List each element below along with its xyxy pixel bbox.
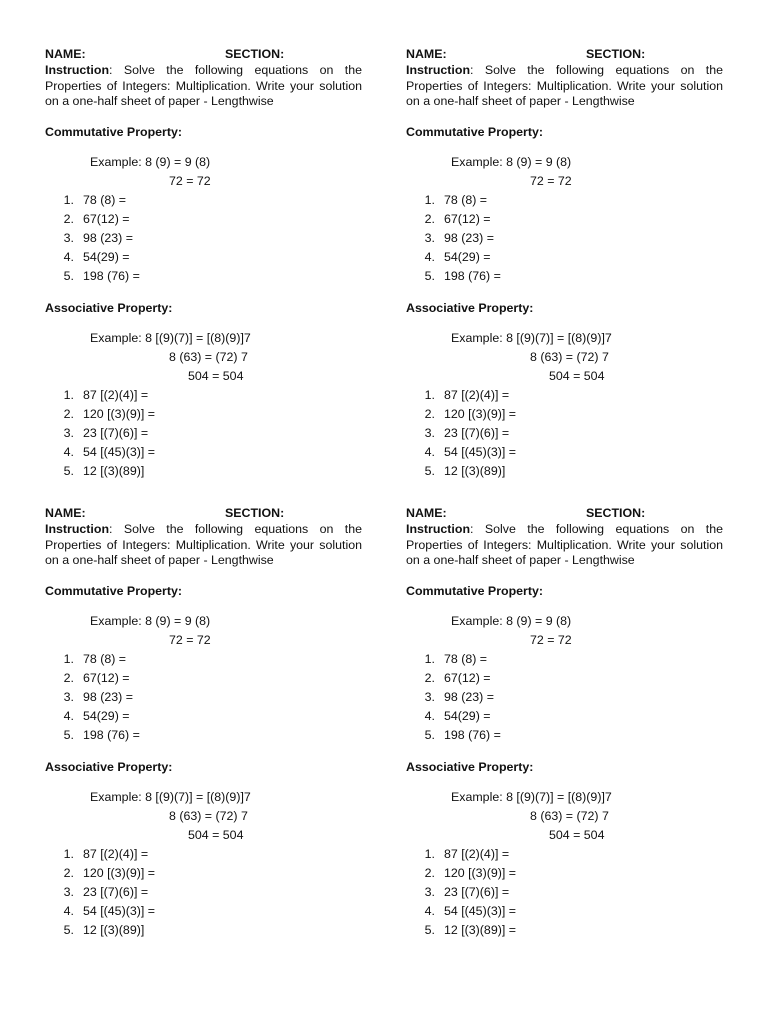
list-item <box>406 210 723 229</box>
worksheet-header <box>45 506 362 522</box>
instruction-label: Instruction <box>406 63 471 77</box>
list-item <box>45 229 362 248</box>
item-expression: 120 [(3)(9)] = <box>444 865 516 880</box>
list-item <box>45 443 362 462</box>
commutative-example-1: Example: 8 (9) = 9 (8) <box>451 613 572 628</box>
item-expression: 87 [(2)(4)] = <box>83 846 149 861</box>
list-item <box>406 405 723 424</box>
item-expression: 198 (76) = <box>444 727 501 742</box>
name-label: NAME: <box>406 506 447 520</box>
item-expression: 198 (76) = <box>83 268 140 283</box>
item-number: 3. <box>424 425 435 440</box>
item-number: 3. <box>63 230 74 245</box>
item-number: 1. <box>63 651 74 666</box>
list-item <box>45 902 362 921</box>
item-expression: 54(29) = <box>444 708 491 723</box>
list-item <box>45 883 362 902</box>
list-item <box>45 688 362 707</box>
item-number: 5. <box>63 922 74 937</box>
associative-items <box>406 845 723 940</box>
item-number: 2. <box>63 406 74 421</box>
list-item <box>45 424 362 443</box>
item-number: 5. <box>63 463 74 478</box>
item-expression: 12 [(3)(89)] <box>83 463 145 478</box>
associative-example-2: 8 (63) = (72) 7 <box>169 349 248 364</box>
associative-items <box>406 386 723 481</box>
commutative-title: Commutative Property: <box>45 583 183 598</box>
commutative-example-2: 72 = 72 <box>530 173 572 188</box>
item-expression: 98 (23) = <box>83 230 133 245</box>
associative-example-1: Example: 8 [(9)(7)] = [(8)(9)]7 <box>451 789 612 804</box>
item-expression: 67(12) = <box>83 211 130 226</box>
item-expression: 78 (8) = <box>83 651 127 666</box>
list-item <box>406 845 723 864</box>
item-expression: 23 [(7)(6)] = <box>444 884 510 899</box>
item-expression: 54 [(45)(3)] = <box>83 903 155 918</box>
worksheet-bottom-right <box>406 506 723 940</box>
list-item <box>45 248 362 267</box>
associative-items <box>45 845 362 940</box>
item-expression: 120 [(3)(9)] = <box>444 406 516 421</box>
worksheet-bottom-left <box>45 506 362 940</box>
item-expression: 98 (23) = <box>83 689 133 704</box>
associative-items <box>45 386 362 481</box>
item-number: 4. <box>424 249 435 264</box>
associative-example-3: 504 = 504 <box>188 827 244 842</box>
item-number: 1. <box>63 846 74 861</box>
item-number: 1. <box>424 192 435 207</box>
associative-example-1: Example: 8 [(9)(7)] = [(8)(9)]7 <box>90 330 251 345</box>
item-number: 4. <box>63 903 74 918</box>
item-expression: 98 (23) = <box>444 230 494 245</box>
list-item <box>406 462 723 481</box>
item-number: 5. <box>424 922 435 937</box>
item-number: 1. <box>424 846 435 861</box>
item-number: 1. <box>424 651 435 666</box>
commutative-items <box>406 191 723 286</box>
associative-example-2: 8 (63) = (72) 7 <box>169 808 248 823</box>
commutative-title: Commutative Property: <box>406 583 544 598</box>
item-number: 4. <box>63 249 74 264</box>
item-number: 3. <box>63 884 74 899</box>
item-number: 1. <box>424 387 435 402</box>
item-expression: 54 [(45)(3)] = <box>83 444 155 459</box>
associative-example-1: Example: 8 [(9)(7)] = [(8)(9)]7 <box>90 789 251 804</box>
worksheet-header <box>406 47 723 63</box>
item-expression: 87 [(2)(4)] = <box>83 387 149 402</box>
item-expression: 67(12) = <box>83 670 130 685</box>
associative-title: Associative Property: <box>406 759 534 774</box>
list-item <box>406 248 723 267</box>
list-item <box>45 726 362 745</box>
item-number: 4. <box>424 708 435 723</box>
list-item <box>45 210 362 229</box>
list-item <box>45 707 362 726</box>
item-expression: 78 (8) = <box>444 651 488 666</box>
list-item <box>45 462 362 481</box>
list-item <box>45 845 362 864</box>
item-number: 1. <box>63 192 74 207</box>
item-number: 5. <box>424 727 435 742</box>
item-expression: 12 [(3)(89)] = <box>444 922 516 937</box>
item-number: 2. <box>63 211 74 226</box>
instruction-label: Instruction <box>45 63 110 77</box>
item-number: 4. <box>424 444 435 459</box>
item-expression: 54 [(45)(3)] = <box>444 903 516 918</box>
associative-example-2: 8 (63) = (72) 7 <box>530 808 609 823</box>
list-item <box>45 386 362 405</box>
list-item <box>406 864 723 883</box>
name-label: NAME: <box>45 506 86 520</box>
instruction-body: : Solve the following equations on the Properties of Integers: Multiplication. Write your solution on a one-half sheet of paper - Lengthwise <box>45 522 362 568</box>
item-number: 2. <box>424 211 435 226</box>
item-number: 1. <box>63 387 74 402</box>
list-item <box>406 726 723 745</box>
item-expression: 12 [(3)(89)] <box>444 463 506 478</box>
item-expression: 87 [(2)(4)] = <box>444 846 510 861</box>
list-item <box>406 443 723 462</box>
commutative-items <box>45 650 362 745</box>
list-item <box>406 267 723 286</box>
item-expression: 98 (23) = <box>444 689 494 704</box>
associative-title: Associative Property: <box>406 300 534 315</box>
item-expression: 54(29) = <box>83 249 130 264</box>
item-expression: 67(12) = <box>444 670 491 685</box>
list-item <box>45 669 362 688</box>
associative-example-3: 504 = 504 <box>188 368 244 383</box>
list-item <box>45 267 362 286</box>
item-expression: 87 [(2)(4)] = <box>444 387 510 402</box>
item-number: 4. <box>63 708 74 723</box>
list-item <box>406 688 723 707</box>
item-expression: 54(29) = <box>444 249 491 264</box>
item-expression: 23 [(7)(6)] = <box>83 425 149 440</box>
commutative-title: Commutative Property: <box>406 124 544 139</box>
item-number: 3. <box>424 884 435 899</box>
commutative-example-1: Example: 8 (9) = 9 (8) <box>90 154 211 169</box>
section-label: SECTION: <box>225 47 285 61</box>
list-item <box>406 229 723 248</box>
item-number: 2. <box>424 406 435 421</box>
list-item <box>406 191 723 210</box>
item-expression: 23 [(7)(6)] = <box>83 884 149 899</box>
section-label: SECTION: <box>586 506 646 520</box>
item-number: 3. <box>63 689 74 704</box>
commutative-title: Commutative Property: <box>45 124 183 139</box>
list-item <box>406 883 723 902</box>
list-item <box>45 921 362 940</box>
item-expression: 198 (76) = <box>444 268 501 283</box>
section-label: SECTION: <box>225 506 285 520</box>
associative-example-3: 504 = 504 <box>549 827 605 842</box>
item-number: 3. <box>63 425 74 440</box>
item-number: 2. <box>63 670 74 685</box>
name-label: NAME: <box>406 47 447 61</box>
item-number: 5. <box>63 268 74 283</box>
item-number: 2. <box>424 670 435 685</box>
instruction-body: : Solve the following equations on the Properties of Integers: Multiplication. Write your solution on a one-half sheet of paper - Lengthwise <box>406 522 723 568</box>
worksheet-top-right <box>406 47 723 481</box>
instruction-text <box>45 63 362 110</box>
item-expression: 198 (76) = <box>83 727 140 742</box>
associative-example-3: 504 = 504 <box>549 368 605 383</box>
item-expression: 54 [(45)(3)] = <box>444 444 516 459</box>
instruction-label: Instruction <box>406 522 471 536</box>
commutative-example-2: 72 = 72 <box>169 632 211 647</box>
item-number: 5. <box>424 463 435 478</box>
list-item <box>406 650 723 669</box>
list-item <box>45 864 362 883</box>
item-number: 5. <box>424 268 435 283</box>
item-expression: 67(12) = <box>444 211 491 226</box>
list-item <box>406 424 723 443</box>
associative-example-2: 8 (63) = (72) 7 <box>530 349 609 364</box>
worksheet-top-left <box>45 47 362 481</box>
list-item <box>45 650 362 669</box>
instruction-body: : Solve the following equations on the Properties of Integers: Multiplication. Write your solution on a one-half sheet of paper - Lengthwise <box>406 63 723 109</box>
associative-example-1: Example: 8 [(9)(7)] = [(8)(9)]7 <box>451 330 612 345</box>
item-number: 2. <box>63 865 74 880</box>
list-item <box>45 405 362 424</box>
instruction-text <box>406 63 723 110</box>
item-expression: 23 [(7)(6)] = <box>444 425 510 440</box>
instruction-label: Instruction <box>45 522 110 536</box>
worksheet-header <box>406 506 723 522</box>
list-item <box>406 902 723 921</box>
item-number: 4. <box>63 444 74 459</box>
item-expression: 120 [(3)(9)] = <box>83 865 155 880</box>
commutative-items <box>45 191 362 286</box>
section-label: SECTION: <box>586 47 646 61</box>
item-expression: 120 [(3)(9)] = <box>83 406 155 421</box>
item-number: 2. <box>424 865 435 880</box>
instruction-body: : Solve the following equations on the Properties of Integers: Multiplication. Write your solution on a one-half sheet of paper - Lengthwise <box>45 63 362 109</box>
item-expression: 78 (8) = <box>444 192 488 207</box>
commutative-items <box>406 650 723 745</box>
list-item <box>406 386 723 405</box>
item-number: 5. <box>63 727 74 742</box>
associative-title: Associative Property: <box>45 300 173 315</box>
list-item <box>406 921 723 940</box>
commutative-example-2: 72 = 72 <box>169 173 211 188</box>
associative-title: Associative Property: <box>45 759 173 774</box>
item-expression: 12 [(3)(89)] <box>83 922 145 937</box>
commutative-example-1: Example: 8 (9) = 9 (8) <box>90 613 211 628</box>
item-number: 3. <box>424 230 435 245</box>
item-expression: 54(29) = <box>83 708 130 723</box>
commutative-example-2: 72 = 72 <box>530 632 572 647</box>
list-item <box>45 191 362 210</box>
item-expression: 78 (8) = <box>83 192 127 207</box>
name-label: NAME: <box>45 47 86 61</box>
item-number: 3. <box>424 689 435 704</box>
instruction-text <box>45 522 362 569</box>
commutative-example-1: Example: 8 (9) = 9 (8) <box>451 154 572 169</box>
list-item <box>406 707 723 726</box>
item-number: 4. <box>424 903 435 918</box>
list-item <box>406 669 723 688</box>
worksheet-header <box>45 47 362 63</box>
instruction-text <box>406 522 723 569</box>
